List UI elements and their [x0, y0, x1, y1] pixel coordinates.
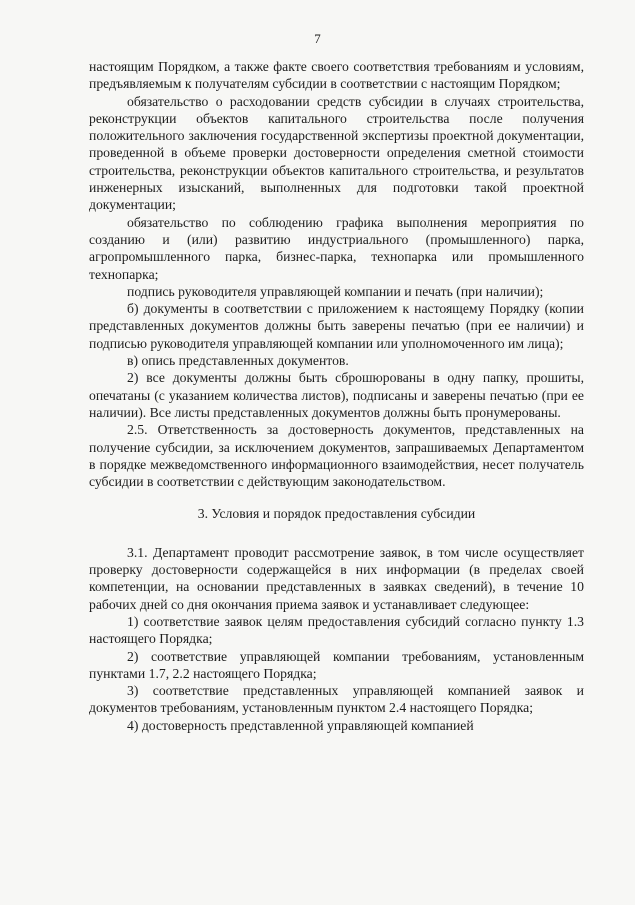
- paragraph: 3.1. Департамент проводит рассмотрение заявок, в том числе осуществляет проверку достоверности содержащейся в них информации (в пределах своей компетенции, на основании представленных в заявках сведений), в течение 10 рабочих дней со дня окончания приема заявок и устанавливает следующее:: [89, 544, 584, 612]
- paragraph: 3) соответствие представленных управляющей компанией заявок и документов требованиям, установленным пунктом 2.4 настоящего Порядка;: [89, 683, 584, 716]
- paragraph: в) опись представленных документов.: [127, 353, 349, 369]
- paragraph: настоящим Порядком, а также факте своего соответствия требованиям и условиям, предъявляемым к получателям субсидии в соответствии с настоящим Порядком;: [89, 59, 584, 92]
- paragraph: 4) достоверность представленной управляющей компанией: [127, 717, 474, 733]
- paragraphs-before-section: [89, 58, 584, 490]
- paragraph: обязательство по соблюдению графика выполнения мероприятия по созданию и (или) развитию индустриального (промышленного) парка, агропромышленного парка, бизнес-парка, технопарка или промышленного технопарка;: [89, 214, 584, 282]
- section-heading: 3. Условия и порядок предоставления субсидии: [197, 506, 476, 522]
- page-number: 7: [314, 31, 321, 46]
- document-body: [89, 58, 584, 734]
- paragraphs-after-section: [89, 544, 584, 734]
- paragraph: 1) соответствие заявок целям предоставления субсидий согласно пункту 1.3 настоящего Порядка;: [89, 613, 584, 647]
- paragraph: 2) все документы должны быть сброшюрованы в одну папку, прошиты, опечатаны (с указанием количества листов), подписаны и заверены печатью (при ее наличии). Все листы представленных документов должны быть пронумерованы.: [89, 370, 584, 420]
- paragraph: б) документы в соответствии с приложением к настоящему Порядку (копии представленных документов должны быть заверены печатью (при ее наличии) и подписью руководителя управляющей компании или уполномоченного им лица);: [89, 301, 584, 351]
- paragraph: 2) соответствие управляющей компании требованиям, установленным пунктами 1.7, 2.2 настоящего Порядка;: [89, 648, 584, 681]
- paragraph: подпись руководителя управляющей компании и печать (при наличии);: [127, 283, 544, 299]
- paragraph: обязательство о расходовании средств субсидии в случаях строительства, реконструкции объектов капитального строительства после получения положительного заключения государственной экспертизы проектной документации, проведенной в объеме проверки достоверности определения сметной стоимости строительства, реконструкции объектов капитального строительства, и результатов инженерных изысканий, выполненных для подготовки такой проектной документации;: [89, 93, 584, 213]
- paragraph: 2.5. Ответственность за достоверность документов, представленных на получение субсидии, за исключением документов, запрашиваемых Департаментом в порядке межведомственного информационного взаимодействия, несет получатель субсидии в соответствии с действующим законодательством.: [89, 422, 584, 490]
